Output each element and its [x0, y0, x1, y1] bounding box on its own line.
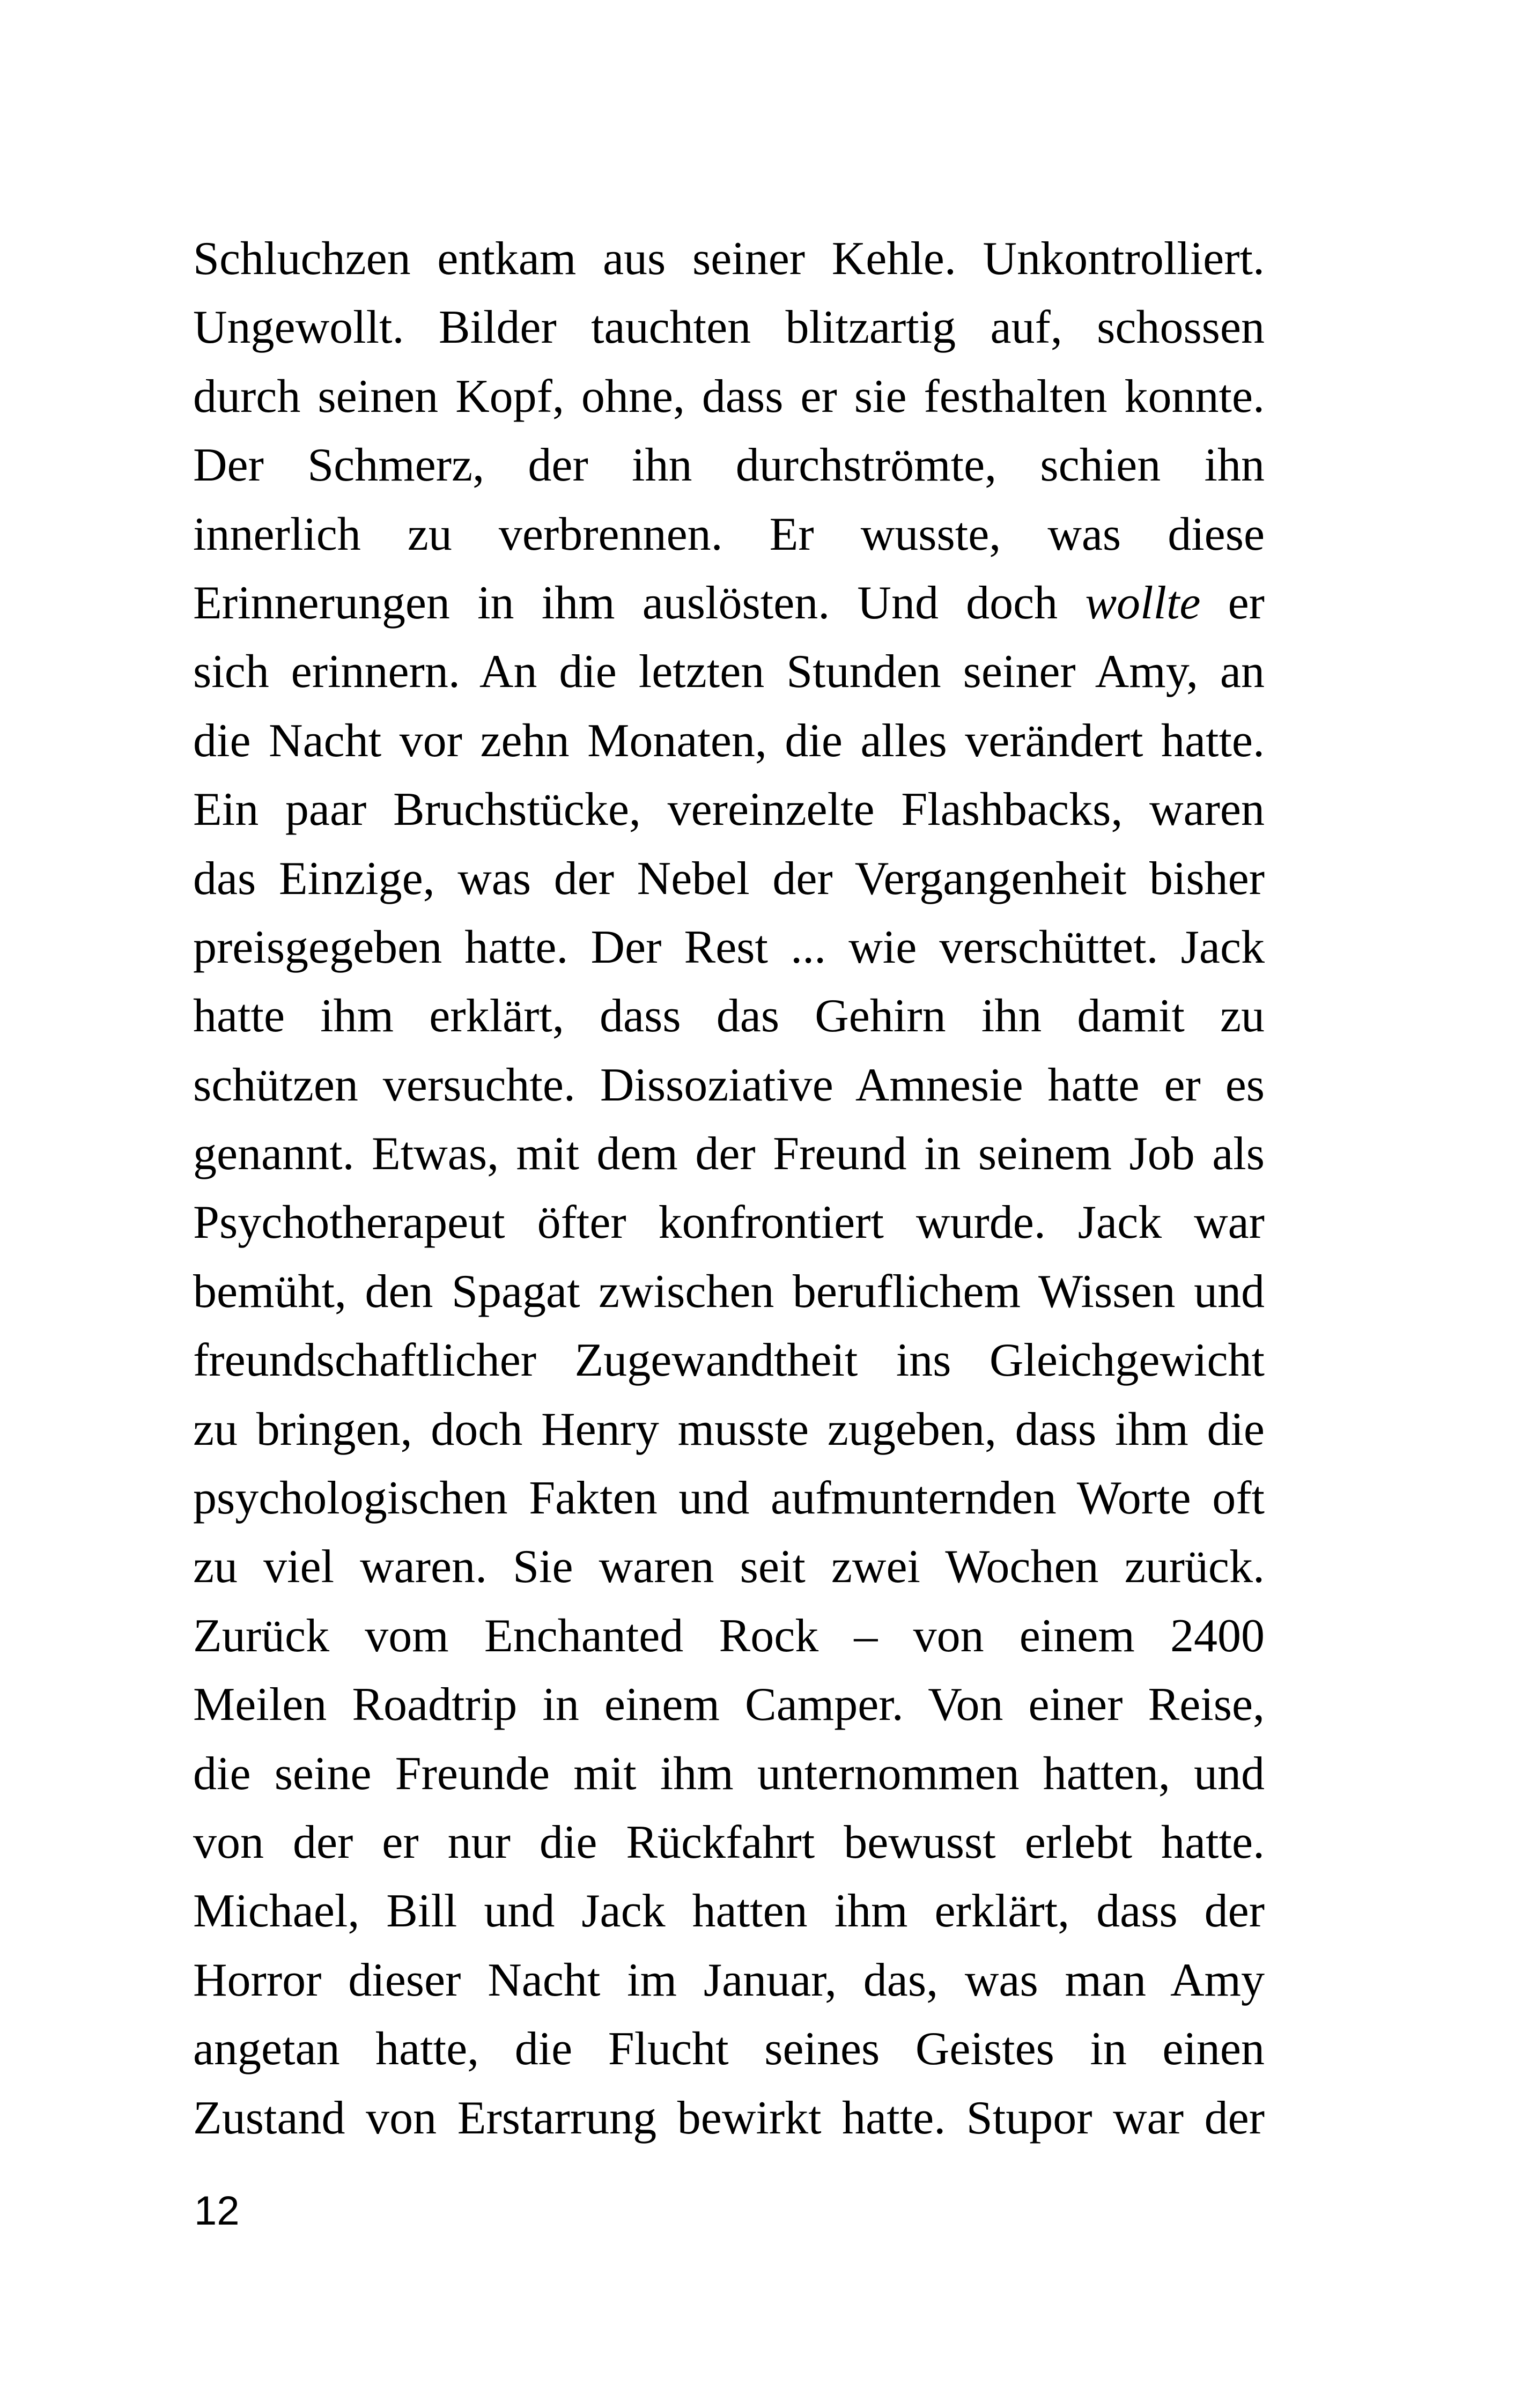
text-segment: Der Schmerz, der ihn durchströmte, schien ihn [193, 439, 1265, 492]
text-segment: hatte ihm erklärt, dass das Gehirn ihn damit zu [193, 990, 1265, 1043]
text-line [193, 293, 1265, 362]
text-line [193, 638, 1265, 706]
text-line [193, 845, 1265, 913]
text-segment: Erinnerungen in ihm auslösten. Und doch [193, 577, 1086, 629]
text-segment: Ungewollt. Bilder tauchten blitzartig auf, schossen [193, 301, 1265, 354]
text-line [193, 363, 1265, 431]
text-line [193, 2084, 1265, 2153]
text-line [193, 431, 1265, 500]
text-segment: Zustand von Erstarrung bewirkt hatte. Stupor war der [193, 2092, 1265, 2144]
text-segment: durch seinen Kopf, ohne, dass er sie festhalten konnte. [193, 370, 1265, 423]
text-line [193, 1946, 1265, 2015]
text-line [193, 775, 1265, 844]
text-line [193, 1188, 1265, 1257]
text-line [193, 1740, 1265, 1808]
text-segment: psychologischen Fakten und aufmunternden Worte oft [193, 1472, 1265, 1525]
text-line [193, 569, 1265, 638]
text-segment: innerlich zu verbrennen. Er wusste, was diese [193, 508, 1265, 560]
text-line [193, 1464, 1265, 1533]
text-segment: die Nacht vor zehn Monaten, die alles verändert hatte. [193, 714, 1265, 767]
text-segment: er [1200, 577, 1265, 629]
text-segment: die seine Freunde mit ihm unternommen hatten, und [193, 1747, 1265, 1800]
text-segment: Zurück vom Enchanted Rock – von einem 2400 [193, 1609, 1265, 1662]
text-segment: zu bringen, doch Henry musste zugeben, dass ihm die [193, 1403, 1265, 1456]
text-line [193, 1877, 1265, 1946]
text-segment: das Einzige, was der Nebel der Vergangenheit bisher [193, 852, 1265, 905]
text-segment: Psychotherapeut öfter konfrontiert wurde. Jack war [193, 1196, 1265, 1249]
text-segment: preisgegeben hatte. Der Rest ... wie verschüttet. Jack [193, 921, 1265, 973]
text-segment: zu viel waren. Sie waren seit zwei Wochen zurück. [193, 1541, 1265, 1593]
text-line [193, 1326, 1265, 1395]
text-line [193, 982, 1265, 1051]
text-line [193, 1671, 1265, 1739]
text-segment: Schluchzen entkam aus seiner Kehle. Unkontrolliert. [193, 233, 1265, 285]
text-segment: Meilen Roadtrip in einem Camper. Von einer Reise, [193, 1679, 1265, 1731]
page-number: 12 [194, 2188, 240, 2234]
text-segment: schützen versuchte. Dissoziative Amnesie hatte er es [193, 1059, 1265, 1111]
text-segment: von der er nur die Rückfahrt bewusst erlebt hatte. [193, 1816, 1265, 1868]
text-segment: Horror dieser Nacht im Januar, das, was man Amy [193, 1954, 1265, 2006]
text-line [193, 913, 1265, 982]
page-text [193, 225, 1265, 2153]
text-line [193, 500, 1265, 569]
text-segment: sich erinnern. An die letzten Stunden seiner Amy, an [193, 646, 1265, 698]
text-segment: freundschaftlicher Zugewandtheit ins Gleichgewicht [193, 1334, 1265, 1387]
text-segment: angetan hatte, die Flucht seines Geistes in einen [193, 2023, 1265, 2075]
text-line [193, 1258, 1265, 1326]
text-segment: genannt. Etwas, mit dem der Freund in seinem Job als [193, 1128, 1265, 1180]
text-line [193, 2015, 1265, 2084]
text-line [193, 1602, 1265, 1671]
text-line [193, 1051, 1265, 1120]
text-line [193, 707, 1265, 775]
text-segment: Michael, Bill und Jack hatten ihm erklärt, dass der [193, 1885, 1265, 1938]
text-line [193, 1533, 1265, 1601]
text-line [193, 1808, 1265, 1877]
text-line [193, 1395, 1265, 1464]
text-line [193, 1120, 1265, 1188]
text-segment: bemüht, den Spagat zwischen beruflichem Wissen und [193, 1265, 1265, 1318]
text-segment: Ein paar Bruchstücke, vereinzelte Flashbacks, waren [193, 784, 1265, 836]
italic-text-segment: wollte [1085, 577, 1201, 629]
text-line [193, 225, 1265, 293]
